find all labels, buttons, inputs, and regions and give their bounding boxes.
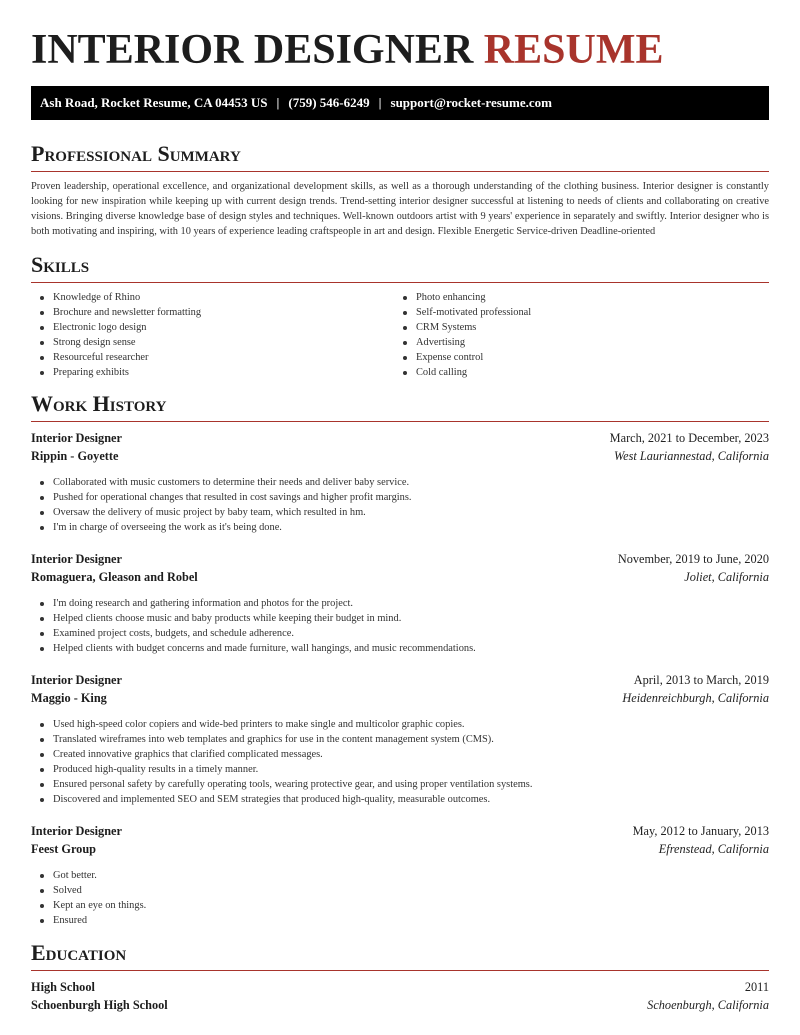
job-company-row xyxy=(31,691,769,709)
skill-item: Preparing exhibits xyxy=(31,365,394,380)
job-header-row xyxy=(31,824,769,842)
job-title: Interior Designer xyxy=(31,824,122,838)
contact-phone: (759) 546-6249 xyxy=(288,95,370,110)
job-bullets xyxy=(31,596,769,656)
job-bullets xyxy=(31,868,769,928)
job-bullet: Oversaw the delivery of music project by baby team, which resulted in hm. xyxy=(31,505,769,520)
skill-item: Photo enhancing xyxy=(394,290,757,305)
job-company: Romaguera, Gleason and Robel xyxy=(31,570,198,584)
skill-item: Expense control xyxy=(394,350,757,365)
job-header-row xyxy=(31,552,769,570)
skill-item: Strong design sense xyxy=(31,335,394,350)
job-company-row xyxy=(31,449,769,467)
skill-item: CRM Systems xyxy=(394,320,757,335)
job-bullets xyxy=(31,717,769,807)
job-bullet: Discovered and implemented SEO and SEM strategies that produced high-quality, measurable outcomes. xyxy=(31,792,769,807)
skill-item: Resourceful researcher xyxy=(31,350,394,365)
job-entry xyxy=(31,673,769,807)
job-bullet: Produced high-quality results in a timely manner. xyxy=(31,762,769,777)
skills-column-left xyxy=(31,290,394,380)
job-entry xyxy=(31,431,769,535)
job-dates: May, 2012 to January, 2013 xyxy=(632,824,769,838)
skill-item: Knowledge of Rhino xyxy=(31,290,394,305)
job-bullet: Kept an eye on things. xyxy=(31,898,769,913)
job-company: Maggio - King xyxy=(31,691,107,705)
job-location: West Lauriannestad, California xyxy=(614,449,769,463)
job-bullet: Helped clients with budget concerns and made furniture, wall hangings, and music recommendations. xyxy=(31,641,769,656)
education-header-row xyxy=(31,980,769,998)
job-dates: April, 2013 to March, 2019 xyxy=(633,673,769,687)
job-location: Efrenstead, California xyxy=(658,842,769,856)
job-company: Feest Group xyxy=(31,842,97,856)
skill-item: Brochure and newsletter formatting xyxy=(31,305,394,320)
contact-separator: | xyxy=(276,95,280,110)
summary-text: Proven leadership, operational excellence, and organizational development skills, as well as a thorough understanding of the clothing business. Interior designer is constantly looking for new inspiration while keeping up with current design trends. Trend-setting interior designer successful at listening to needs of clients and collaborating on creative visions. Bringing diverse knowledge base of design styles and techniques. Well-known outdoors artist with 9 years' experience in separately and swiftly. Interior designer who is both motivating and inspiring, with 10 years of experience leading craftspeople in art and design. Flexible Energetic Service-driven Deadline-oriented xyxy=(31,181,769,237)
resume-title xyxy=(31,0,769,86)
job-entry xyxy=(31,824,769,928)
contact-bar xyxy=(31,86,769,120)
job-dates: November, 2019 to June, 2020 xyxy=(617,552,769,566)
job-bullet: Ensured xyxy=(31,913,769,928)
skill-item: Cold calling xyxy=(394,365,757,380)
job-bullet: Ensured personal safety by carefully operating tools, wearing protective gear, and using proper ventilation systems. xyxy=(31,777,769,792)
job-location: Joliet, California xyxy=(684,570,769,584)
job-bullet: Got better. xyxy=(31,868,769,883)
work-history-heading: Work History xyxy=(31,392,769,422)
skills-column-right xyxy=(394,290,757,380)
job-bullet: Examined project costs, budgets, and schedule adherence. xyxy=(31,626,769,641)
job-company-row xyxy=(31,842,769,860)
job-entry xyxy=(31,552,769,656)
skills-heading: Skills xyxy=(31,253,769,283)
contact-email[interactable]: support@rocket-resume.com xyxy=(390,95,552,110)
contact-address: Ash Road, Rocket Resume, CA 04453 US xyxy=(40,95,268,110)
title-accent: RESUME xyxy=(483,27,664,73)
education-school: Schoenburgh High School xyxy=(31,998,168,1012)
job-bullets xyxy=(31,475,769,535)
job-bullet: Solved xyxy=(31,883,769,898)
skills-grid xyxy=(31,290,769,380)
education-entry xyxy=(31,980,769,1016)
job-title: Interior Designer xyxy=(31,552,122,566)
skill-item: Electronic logo design xyxy=(31,320,394,335)
education-heading: Education xyxy=(31,941,769,971)
job-location: Heidenreichburgh, California xyxy=(622,691,769,705)
job-header-row xyxy=(31,431,769,449)
job-bullet: Used high-speed color copiers and wide-bed printers to make single and multicolor graphic copies. xyxy=(31,717,769,732)
job-title: Interior Designer xyxy=(31,431,122,445)
job-bullet: Pushed for operational changes that resulted in cost savings and higher profit margins. xyxy=(31,490,769,505)
job-dates: March, 2021 to December, 2023 xyxy=(609,431,769,445)
title-main: INTERIOR DESIGNER xyxy=(31,27,474,73)
skills-list-right xyxy=(394,290,757,380)
job-company: Rippin - Goyette xyxy=(31,449,119,463)
job-bullet: Collaborated with music customers to determine their needs and deliver baby service. xyxy=(31,475,769,490)
skill-item: Self-motivated professional xyxy=(394,305,757,320)
job-title: Interior Designer xyxy=(31,673,122,687)
education-school-row xyxy=(31,998,769,1016)
job-company-row xyxy=(31,570,769,588)
job-bullet: I'm in charge of overseeing the work as it's being done. xyxy=(31,520,769,535)
job-bullet: Helped clients choose music and baby products while keeping their budget in mind. xyxy=(31,611,769,626)
education-location: Schoenburgh, California xyxy=(647,998,769,1012)
job-bullet: I'm doing research and gathering information and photos for the project. xyxy=(31,596,769,611)
skill-item: Advertising xyxy=(394,335,757,350)
education-year: 2011 xyxy=(744,980,769,994)
job-bullet: Translated wireframes into web templates and graphics for use in the content management system (CMS). xyxy=(31,732,769,747)
education-degree: High School xyxy=(31,980,95,994)
job-header-row xyxy=(31,673,769,691)
contact-separator: | xyxy=(378,95,382,110)
summary-heading: Professional Summary xyxy=(31,142,769,172)
job-bullet: Created innovative graphics that clarified complicated messages. xyxy=(31,747,769,762)
skills-list-left xyxy=(31,290,394,380)
